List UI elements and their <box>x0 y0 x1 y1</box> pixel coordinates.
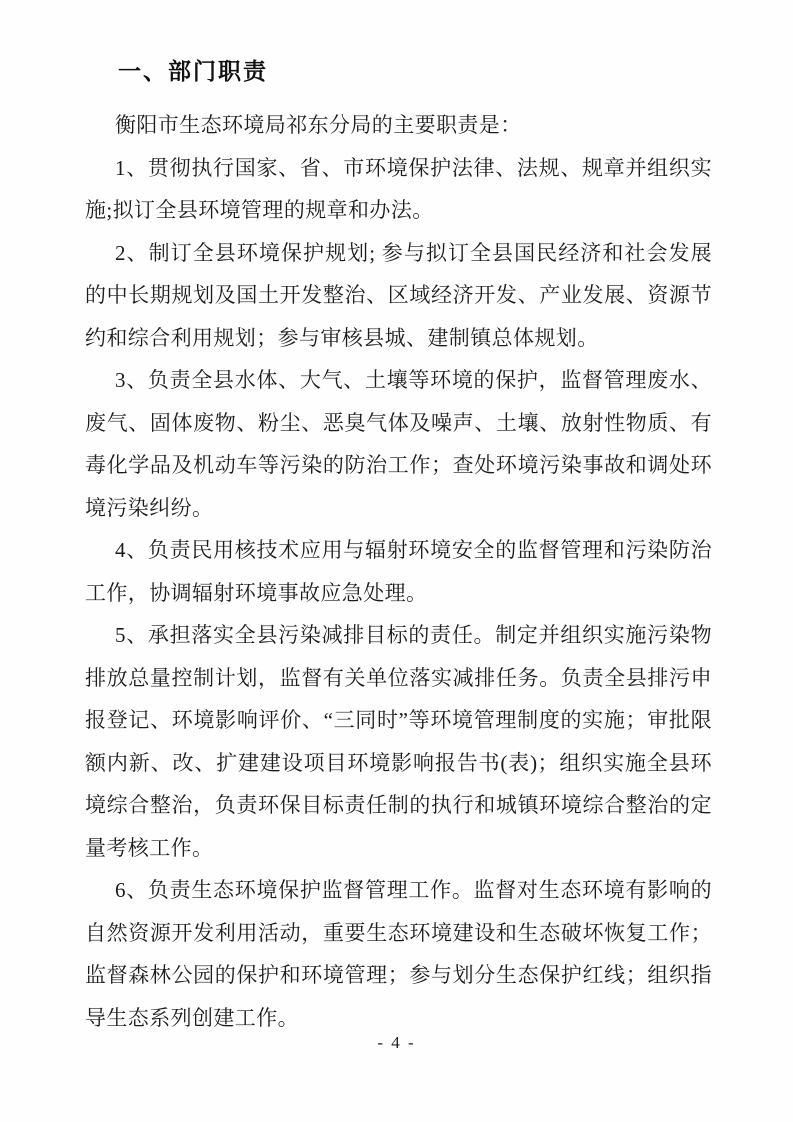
paragraph-5: 5、承担落实全县污染减排目标的责任。制定并组织实施污染物排放总量控制计划，监督有关单位落实减排任务。负责全县排污申报登记、环境影响评价、“三同时”等环境管理制度的实施；审批限额内新、改、扩建建设项目环境影响报告书(表)；组织实施全县环境综合整治，负责环保目标责任制的执行和城镇环境综合整治的定量考核工作。 <box>85 623 712 860</box>
paragraph-1: 1、贯彻执行国家、省、市环境保护法律、法规、规章并组织实施;拟订全县环境管理的规章和办法。 <box>85 155 712 222</box>
paragraph-2: 2、制订全县环境保护规划; 参与拟订全县国民经济和社会发展的中长期规划及国土开发整治、区域经济开发、产业发展、资源节约和综合利用规划；参与审核县城、建制镇总体规划。 <box>85 240 712 350</box>
page-number: - 4 - <box>377 1033 416 1052</box>
paragraph-6: 6、负责生态环境保护监督管理工作。监督对生态环境有影响的自然资源开发利用活动，重要生态环境建设和生态破坏恢复工作；监督森林公园的保护和环境管理；参与划分生态保护红线；组织指导生态系列创建工作。 <box>85 878 712 1030</box>
intro-line: 衡阳市生态环境局祁东分局的主要职责是： <box>115 113 522 137</box>
document-content <box>85 55 712 1039</box>
paragraph-3: 3、负责全县水体、大气、土壤等环境的保护，监督管理废水、废气、固体废物、粉尘、恶臭气体及噪声、土壤、放射性物质、有毒化学品及机动车等污染的防治工作；查处环境污染事故和调处环境污染纠纷。 <box>85 368 712 520</box>
paragraph-4: 4、负责民用核技术应用与辐射环境安全的监督管理和污染防治工作，协调辐射环境事故应急处理。 <box>85 538 712 605</box>
body-text <box>85 104 712 1039</box>
section-heading: 一、部门职责 <box>118 58 268 84</box>
